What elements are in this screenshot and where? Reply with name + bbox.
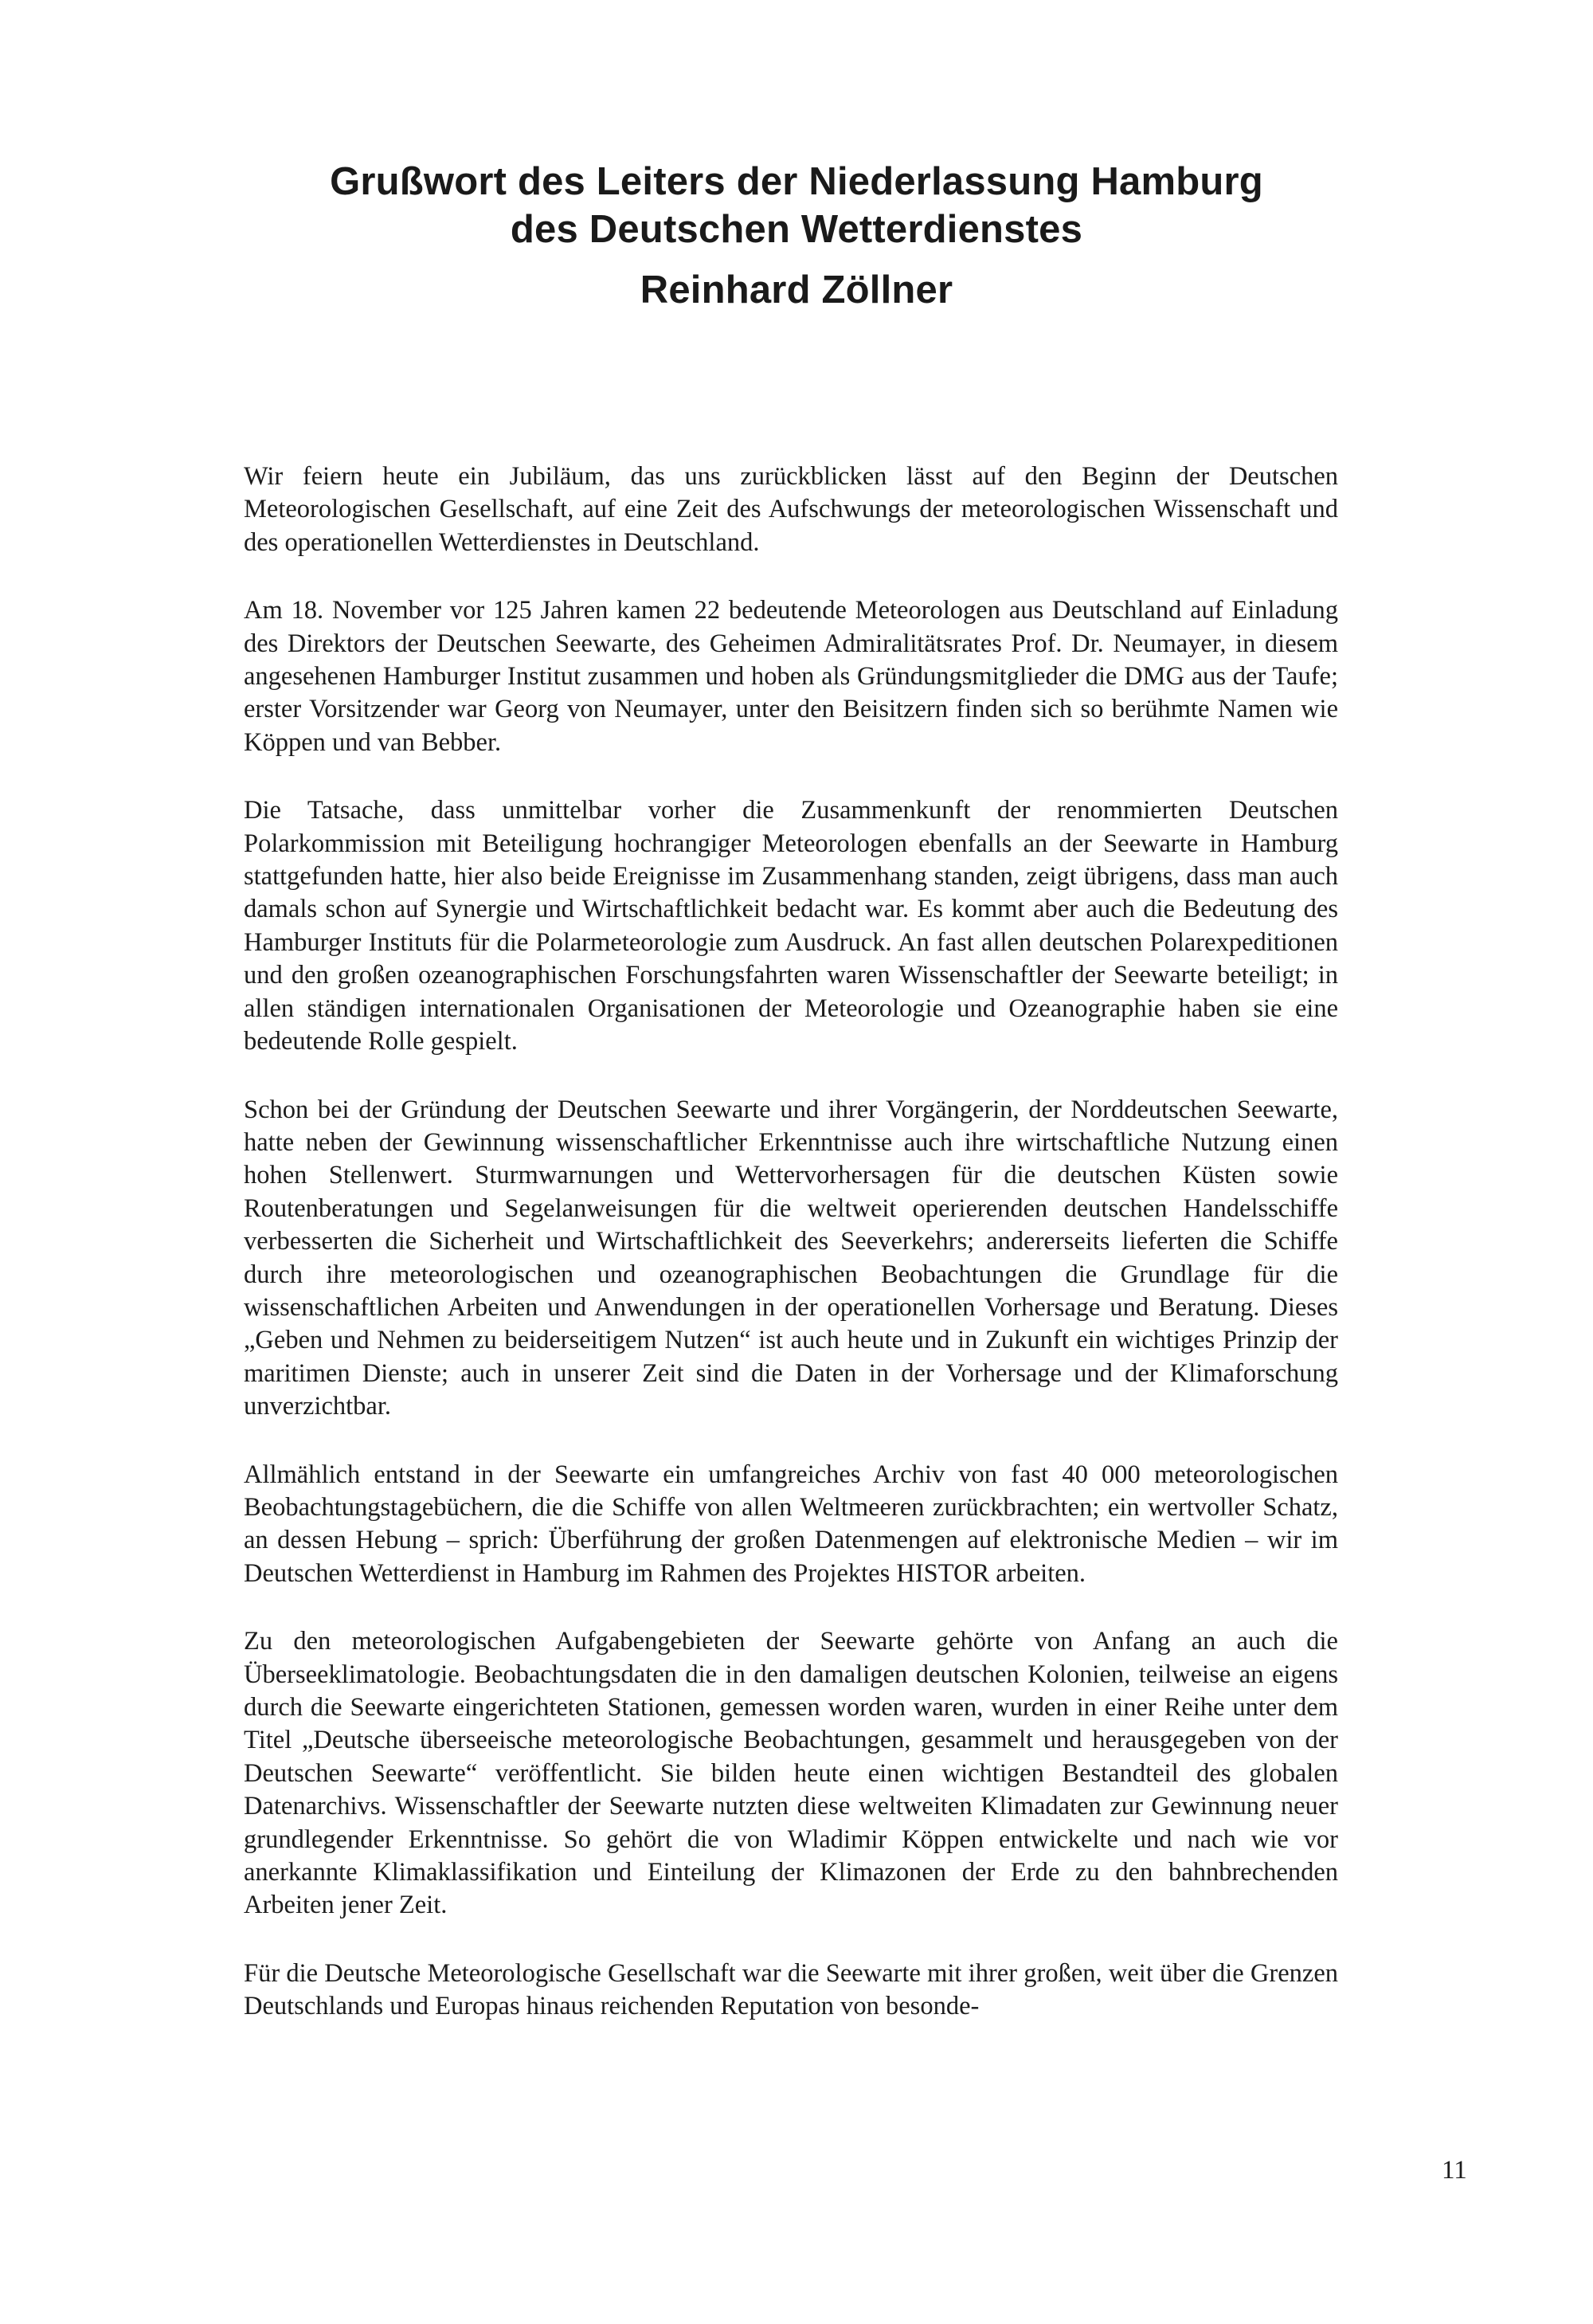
paragraph-3: Die Tatsache, dass unmittelbar vorher die Zusammenkunft der renommierten Deutschen Polarkommission mit Beteiligung hochrangiger Meteorologen ebenfalls an der Seewarte in Hamburg stattgefunden hatte, hier also beide Ereignisse im Zusammenhang standen, zeigt übrigens, dass man auch damals schon auf Synergie und Wirtschaftlichkeit bedacht war. Es kommt aber auch die Bedeutung des Hamburger Instituts für die Polarmeteorologie zum Ausdruck. An fast allen deutschen Polarexpeditionen und den großen ozeanographischen Forschungsfahrten waren Wissenschaftler der Seewarte beteiligt; in allen ständigen internationalen Organisationen der Meteorologie und Ozeanographie haben sie eine bedeutende Rolle gespielt. [244, 796, 1338, 1056]
title-line-2: des Deutschen Wetterdienstes [510, 208, 1083, 251]
author-name: Reinhard Zöllner [640, 268, 953, 312]
page-number: 11 [1442, 2156, 1467, 2185]
body-text [244, 460, 1338, 2059]
title-block [159, 158, 1434, 314]
paragraph-4: Schon bei der Gründung der Deutschen Seewarte und ihrer Vorgängerin, der Norddeutschen Seewarte, hatte neben der Gewinnung wissenschaftlicher Erkenntnisse auch ihre wirtschaftliche Nutzung einen hohen Stellenwert. Sturmwarnungen und Wettervorhersagen für die deutschen Küsten sowie Routenberatungen und Segelanweisungen für die weltweit operierenden deutschen Handelsschiffe verbesserten die Sicherheit und Wirtschaftlichkeit des Seeverkehrs; andererseits lieferten die Schiffe durch ihre meteorologischen und ozeanographischen Beobachtungen die Grundlage für die wissenschaftlichen Arbeiten und Anwendungen in der operationellen Vorhersage und Beratung. Dieses „Geben und Nehmen zu beiderseitigem Nutzen“ ist auch heute und in Zukunft ein wichtiges Prinzip der maritimen Dienste; auch in unserer Zeit sind die Daten in der Vorhersage und der Klimaforschung unverzichtbar. [244, 1095, 1338, 1421]
paragraph-2: Am 18. November vor 125 Jahren kamen 22 bedeutende Meteorologen aus Deutschland auf Einladung des Direktors der Deutschen Seewarte, des Geheimen Admiralitätsrates Prof. Dr. Neumayer, in diesem angesehenen Hamburger Institut zusammen und hoben als Gründungsmitglieder die DMG aus der Taufe; erster Vorsitzender war Georg von Neumayer, unter den Beisitzern finden sich so berühmte Namen wie Köppen und van Bebber. [244, 596, 1338, 757]
paragraph-7: Für die Deutsche Meteorologische Gesellschaft war die Seewarte mit ihrer großen, weit über die Grenzen Deutschlands und Europas hinaus reichenden Reputation von besonde- [244, 1958, 1338, 2021]
paragraph-5: Allmählich entstand in der Seewarte ein umfangreiches Archiv von fast 40 000 meteorologischen Beobachtungstagebüchern, die die Schiffe von allen Weltmeeren zurückbrachten; ein wertvoller Schatz, an dessen Hebung – sprich: Überführung der großen Datenmengen auf elektronische Medien – wir im Deutschen Wetterdienst in Hamburg im Rahmen des Projektes HISTOR arbeiten. [244, 1460, 1338, 1588]
title-line-1: Grußwort des Leiters der Niederlassung Hamburg [330, 160, 1263, 203]
paragraph-6: Zu den meteorologischen Aufgabengebieten der Seewarte gehörte von Anfang an auch die Überseeklimatologie. Beobachtungsdaten die in den damaligen deutschen Kolonien, teilweise an eigens durch die Seewarte eingerichteten Stationen, gemessen worden waren, wurden in einer Reihe unter dem Titel „Deutsche überseeische meteorologische Beobachtungen, gesammelt und herausgegeben von der Deutschen Seewarte“ veröffentlicht. Sie bilden heute einen wichtigen Bestandteil des globalen Datenarchivs. Wissenschaftler der Seewarte nutzten diese weltweiten Klimadaten zur Gewinnung neuer grundlegender Erkenntnisse. So gehört die von Wladimir Köppen entwickelte und nach wie vor anerkannte Klimaklassifikation und Einteilung der Klimazonen der Erde zu den bahnbrechenden Arbeiten jener Zeit. [244, 1627, 1338, 1920]
paragraph-1: Wir feiern heute ein Jubiläum, das uns zurückblicken lässt auf den Beginn der Deutschen Meteorologischen Gesellschaft, auf eine Zeit des Aufschwungs der meteorologischen Wissenschaft und des operationellen Wetterdienstes in Deutschland. [244, 462, 1338, 557]
